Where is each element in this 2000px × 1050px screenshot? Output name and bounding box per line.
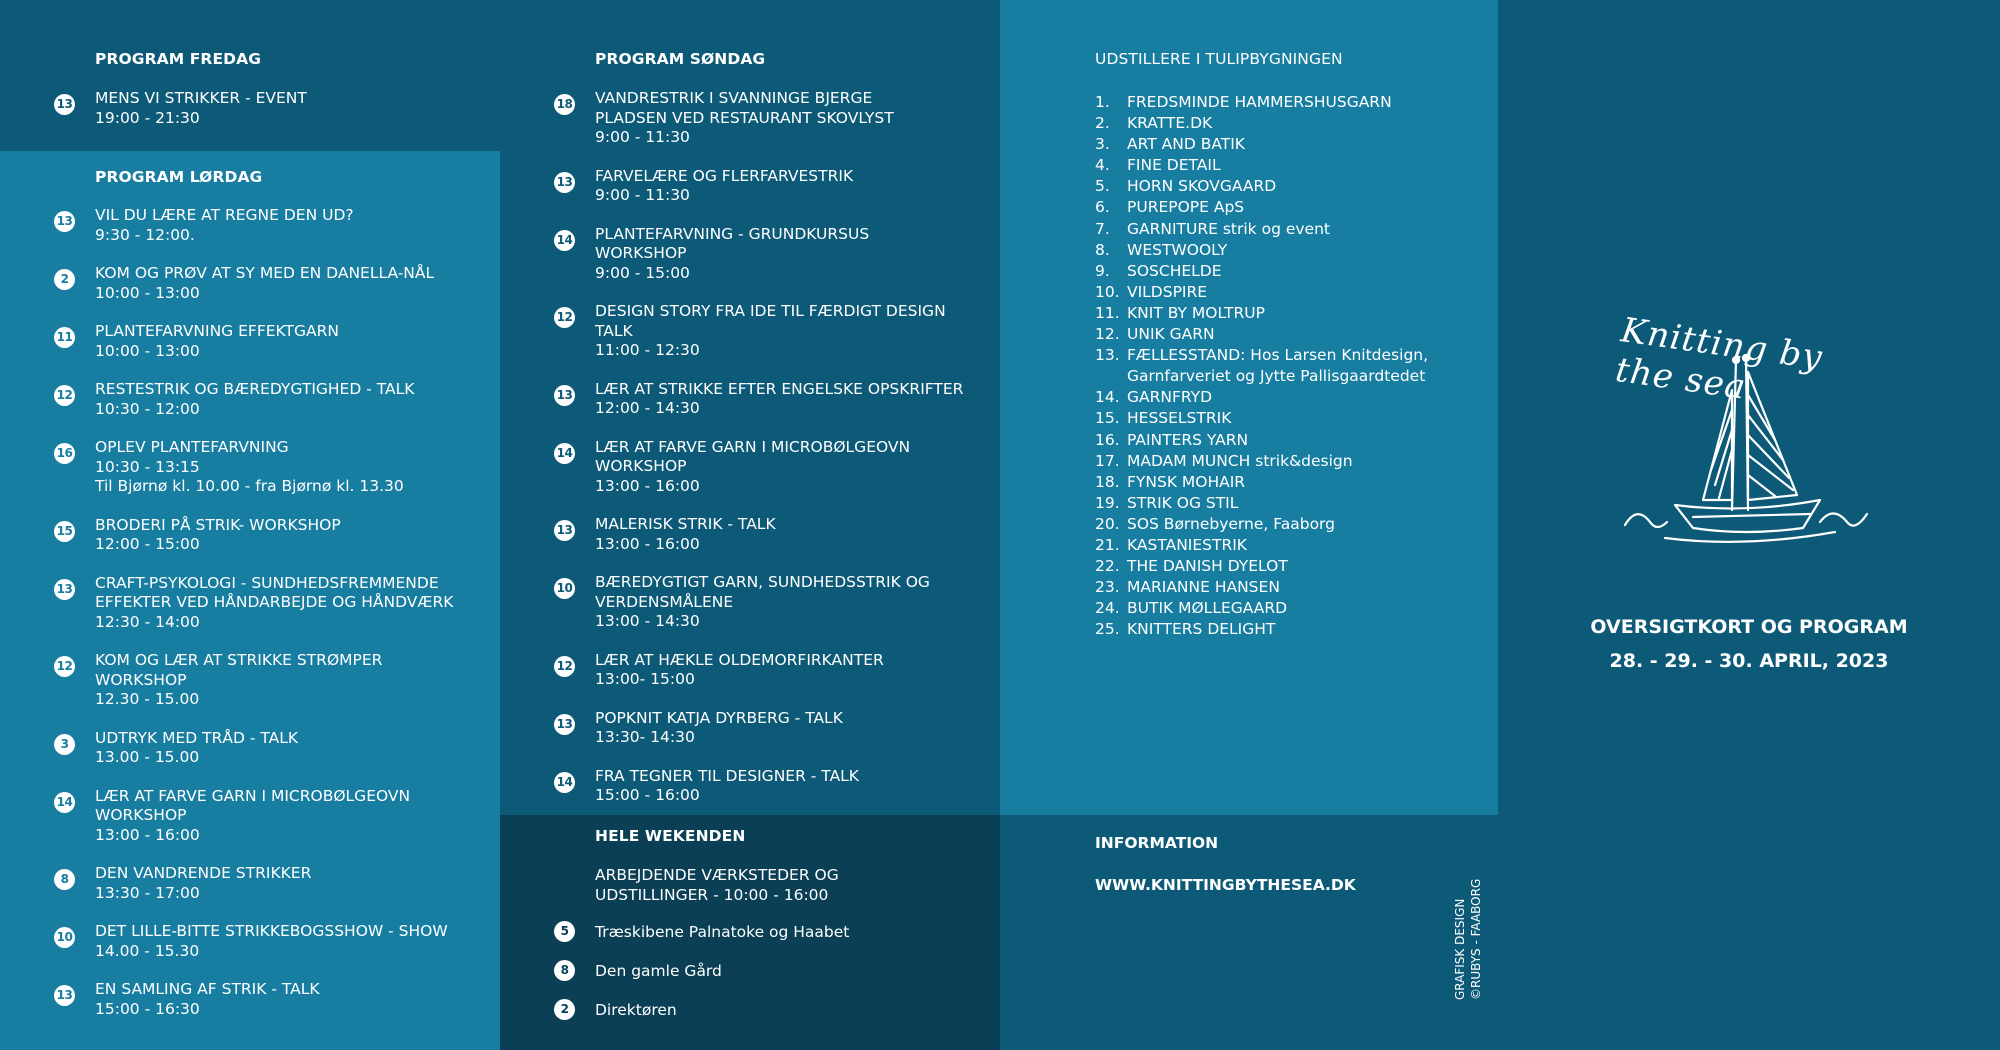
event-time: 10:00 - 13:00: [95, 341, 200, 360]
event-time: 12:30 - 14:00: [95, 612, 200, 631]
friday-panel: [0, 0, 500, 151]
location-badge: 8: [54, 869, 75, 890]
event-item: [95, 438, 485, 497]
event-time: 14.00 - 15.30: [95, 941, 200, 960]
event-time: 15:00 - 16:00: [595, 786, 700, 804]
exhibitor-number: 5.: [1095, 177, 1110, 196]
event-title: DEN VANDRENDE STRIKKER: [95, 864, 312, 882]
exhibitor-number: 23.: [1095, 578, 1120, 597]
exhibitor-item: [1095, 598, 1485, 619]
exhibitor-item: [1095, 493, 1485, 514]
exhibitor-number: 10.: [1095, 282, 1120, 301]
exhibitor-item: [1095, 219, 1485, 240]
event-item: [595, 89, 985, 148]
exhibitor-name: FÆLLESSTAND: Hos Larsen Knitdesign, Garnfarveriet og Jytte Pallisgaardtedet: [1127, 346, 1429, 386]
location-badge: 12: [554, 307, 575, 328]
sunday-panel: [500, 0, 1000, 815]
saturday-panel: [0, 151, 500, 1050]
sunday-heading: PROGRAM SØNDAG: [595, 50, 766, 68]
location-badge: 2: [54, 269, 75, 290]
event-title: KOM OG LÆR AT STRIKKE STRØMPER WORKSHOP: [95, 651, 383, 689]
exhibitor-number: 1.: [1095, 93, 1110, 111]
event-item: [95, 322, 485, 361]
exhibitor-name: FREDSMINDE HAMMERSHUSGARN: [1127, 93, 1392, 111]
event-item: [95, 89, 485, 128]
event-title: FARVELÆRE OG FLERFARVESTRIK: [595, 166, 854, 185]
event-time: 12:00 - 14:30: [595, 399, 700, 417]
event-time: 19:00 - 21:30: [95, 108, 200, 127]
exhibitor-item: [1095, 430, 1485, 451]
exhibitor-name: ART AND BATIK: [1127, 135, 1245, 154]
exhibitor-item: [1095, 240, 1485, 261]
exhibitor-item: [1095, 324, 1485, 345]
location-badge: 13: [554, 714, 575, 735]
location-badge: 13: [554, 520, 575, 541]
exhibitor-item: [1095, 472, 1485, 493]
exhibitor-name: MARIANNE HANSEN: [1127, 578, 1280, 597]
exhibitor-item: [1095, 303, 1485, 324]
event-time: 13.00 - 15.00: [95, 748, 200, 766]
event-item: [595, 225, 985, 284]
exhibitor-name: GARNFRYD: [1127, 388, 1213, 407]
exhibitor-name: MADAM MUNCH strik&design: [1127, 451, 1353, 470]
location-badge: 18: [554, 94, 575, 115]
event-time: 11:00 - 12:30: [595, 341, 700, 359]
weekend-panel: [500, 815, 1000, 1050]
location-badge: 10: [554, 578, 575, 599]
event-time: 9:00 - 15:00: [595, 263, 690, 282]
exhibitor-name: PUREPOPE ApS: [1127, 198, 1245, 217]
exhibitor-number: 12.: [1095, 325, 1120, 344]
event-item: [595, 709, 985, 748]
location-badge: 13: [554, 172, 575, 193]
event-item: [95, 922, 485, 961]
event-item: [595, 380, 985, 419]
event-title: OPLEV PLANTEFARVNING: [95, 438, 289, 456]
exhibitor-number: 7.: [1095, 219, 1110, 238]
credit-line: GRAFISK DESIGN: [1453, 898, 1467, 1000]
event-item: [95, 264, 485, 303]
information-heading: INFORMATION: [1095, 834, 1219, 852]
event-title: CRAFT-PSYKOLOGI - SUNDHEDSFREMMENDE EFFEKTER VED HÅNDARBEJDE OG HÅNDVÆRK: [95, 573, 454, 611]
event-title: LÆR AT HÆKLE OLDEMORFIRKANTER: [595, 650, 884, 669]
exhibitor-name: PAINTERS YARN: [1127, 430, 1249, 449]
event-note: Til Bjørnø kl. 10.00 - fra Bjørnø kl. 13.30: [95, 477, 404, 495]
location-badge: 8: [554, 960, 575, 981]
exhibitor-item: [1095, 387, 1485, 408]
event-title: MALERISK STRIK - TALK: [595, 515, 776, 533]
weekend-item: Træskibene Palnatoke og Haabet: [595, 923, 850, 941]
event-title: PLANTEFARVNING EFFEKTGARN: [95, 322, 339, 340]
event-title: BRODERI PÅ STRIK- WORKSHOP: [95, 515, 341, 534]
exhibitor-number: 17.: [1095, 451, 1120, 470]
event-title: BÆREDYGTIGT GARN, SUNDHEDSSTRIK OG VERDENSMÅLENE: [595, 573, 930, 611]
exhibitor-number: 21.: [1095, 535, 1120, 554]
location-badge: 13: [54, 579, 75, 600]
location-badge: 2: [554, 999, 575, 1020]
exhibitor-item: [1095, 514, 1485, 535]
event-title: LÆR AT FARVE GARN I MICROBØLGEOVN WORKSHOP: [95, 786, 411, 824]
event-time: 13:00 - 16:00: [595, 476, 700, 495]
design-credit: [1452, 800, 1484, 1000]
event-item: [595, 515, 985, 554]
event-time: 13:30 - 17:00: [95, 883, 200, 902]
event-item: [595, 651, 985, 690]
website-link[interactable]: WWW.KNITTINGBYTHESEA.DK: [1095, 876, 1356, 894]
event-title: POPKNIT KATJA DYRBERG - TALK: [595, 708, 843, 727]
exhibitor-item: [1095, 261, 1485, 282]
location-badge: 12: [54, 656, 75, 677]
exhibitor-item: [1095, 176, 1485, 197]
exhibitor-item: [1095, 408, 1485, 429]
event-item: [95, 206, 485, 245]
location-badge: 14: [554, 772, 575, 793]
weekend-heading: HELE WEKENDEN: [595, 827, 746, 845]
location-badge: 13: [54, 985, 75, 1006]
event-item: [595, 438, 985, 497]
exhibitor-name: WESTWOOLY: [1127, 240, 1228, 259]
event-time: 9:00 - 11:30: [595, 186, 690, 204]
exhibitor-number: 9.: [1095, 261, 1110, 280]
event-time: 13:00 - 16:00: [595, 534, 700, 553]
exhibitor-number: 4.: [1095, 156, 1110, 175]
event-item: [95, 864, 485, 903]
event-title: FRA TEGNER TIL DESIGNER - TALK: [595, 766, 859, 785]
event-item: [595, 302, 985, 361]
exhibitor-name: GARNITURE strik og event: [1127, 219, 1330, 238]
exhibitor-number: 20.: [1095, 514, 1120, 533]
location-badge: 14: [554, 230, 575, 251]
exhibitor-name: THE DANISH DYELOT: [1127, 557, 1288, 576]
exhibitor-name: STRIK OG STIL: [1127, 493, 1239, 512]
location-badge: 13: [54, 94, 75, 115]
exhibitor-item: [1095, 619, 1485, 640]
exhibitor-number: 16.: [1095, 430, 1120, 449]
exhibitor-name: BUTIK MØLLEGAARD: [1127, 599, 1288, 618]
event-title: LÆR AT STRIKKE EFTER ENGELSKE OPSKRIFTER: [595, 379, 964, 398]
event-time: 10:00 - 13:00: [95, 283, 200, 302]
exhibitor-name: KNITTERS DELIGHT: [1127, 620, 1276, 639]
information-panel: [1000, 815, 1498, 1050]
exhibitor-name: VILDSPIRE: [1127, 282, 1208, 301]
exhibitor-number: 2.: [1095, 114, 1110, 133]
location-badge: 15: [54, 521, 75, 542]
event-item: [95, 980, 485, 1019]
exhibitor-number: 13.: [1095, 346, 1120, 365]
exhibitor-name: SOS Børnebyerne, Faaborg: [1127, 514, 1335, 533]
exhibitor-item: [1095, 556, 1485, 577]
exhibitor-number: 22.: [1095, 557, 1120, 576]
event-title: EN SAMLING AF STRIK - TALK: [95, 980, 320, 998]
exhibitor-number: 3.: [1095, 135, 1110, 154]
location-badge: 5: [554, 921, 575, 942]
location-badge: 13: [54, 211, 75, 232]
event-title: UDTRYK MED TRÅD - TALK: [95, 728, 299, 747]
exhibitor-number: 18.: [1095, 472, 1120, 491]
event-title: KOM OG PRØV AT SY MED EN DANELLA-NÅL: [95, 264, 435, 282]
event-item: [95, 380, 485, 419]
event-title: RESTESTRIK OG BÆREDYGTIGHED - TALK: [95, 380, 415, 398]
exhibitor-number: 6.: [1095, 198, 1110, 217]
event-item: [595, 573, 985, 632]
event-time: 10:30 - 12:00: [95, 399, 200, 418]
credit-line: ©RUBYS - FAABORG: [1469, 878, 1483, 1000]
event-time: 13:00 - 16:00: [95, 825, 200, 844]
cover-title: OVERSIGTKORT OG PROGRAM: [1590, 616, 1908, 638]
exhibitors-heading: UDSTILLERE I TULIPBYGNINGEN: [1095, 50, 1343, 68]
event-item: [95, 574, 485, 633]
event-item: [595, 167, 985, 206]
logo-wordmark: Knitting by the sea: [1613, 310, 1826, 408]
event-time: 12:00 - 15:00: [95, 535, 200, 553]
location-badge: 12: [54, 385, 75, 406]
exhibitor-name: SOSCHELDE: [1127, 261, 1222, 280]
exhibitor-item: [1095, 451, 1485, 472]
exhibitor-name: KASTANIESTRIK: [1127, 535, 1247, 554]
event-time: 10:30 - 13:15: [95, 457, 200, 476]
event-item: [95, 787, 485, 846]
event-time: 12.30 - 15.00: [95, 690, 200, 708]
saturday-heading: PROGRAM LØRDAG: [95, 168, 263, 186]
event-time: 15:00 - 16:30: [95, 999, 200, 1018]
exhibitor-item: [1095, 197, 1485, 218]
location-badge: 14: [54, 792, 75, 813]
exhibitor-number: 14.: [1095, 388, 1120, 407]
cover-dates: 28. - 29. - 30. APRIL, 2023: [1609, 650, 1889, 672]
event-title: VIL DU LÆRE AT REGNE DEN UD?: [95, 206, 354, 224]
exhibitor-item: [1095, 345, 1485, 387]
event-item: [95, 516, 485, 555]
exhibitor-name: KRATTE.DK: [1127, 114, 1213, 133]
weekend-intro-text: ARBEJDENDE VÆRKSTEDER OG UDSTILLINGER - 10:00 - 16:00: [595, 866, 839, 904]
event-title: PLANTEFARVNING - GRUNDKURSUS WORKSHOP: [595, 224, 870, 262]
exhibitor-number: 15.: [1095, 409, 1120, 428]
exhibitor-item: [1095, 92, 1485, 113]
location-badge: 13: [554, 385, 575, 406]
exhibitor-number: 19.: [1095, 493, 1120, 512]
event-item: [95, 651, 485, 710]
exhibitor-name: KNIT BY MOLTRUP: [1127, 303, 1265, 322]
exhibitor-number: 11.: [1095, 303, 1120, 322]
exhibitor-item: [1095, 134, 1485, 155]
event-item: [595, 767, 985, 806]
location-badge: 11: [54, 327, 75, 348]
exhibitor-name: FINE DETAIL: [1127, 156, 1221, 175]
exhibitor-item: [1095, 282, 1485, 303]
event-title: MENS VI STRIKKER - EVENT: [95, 89, 307, 107]
exhibitors-panel: [1000, 0, 1498, 815]
friday-heading: PROGRAM FREDAG: [95, 50, 262, 68]
location-badge: 16: [54, 443, 75, 464]
event-time: 13:00- 15:00: [595, 670, 695, 688]
exhibitor-name: UNIK GARN: [1127, 325, 1215, 344]
exhibitor-name: HORN SKOVGAARD: [1127, 177, 1277, 196]
location-badge: 12: [554, 656, 575, 677]
exhibitor-item: [1095, 155, 1485, 176]
event-title: DESIGN STORY FRA IDE TIL FÆRDIGT DESIGN TALK: [595, 302, 946, 340]
weekend-intro: [595, 866, 985, 905]
location-badge: 10: [54, 927, 75, 948]
event-item: [95, 729, 485, 768]
event-time: 13:00 - 14:30: [595, 612, 700, 630]
exhibitor-list: [1095, 92, 1485, 640]
location-badge: 14: [554, 443, 575, 464]
event-title: LÆR AT FARVE GARN I MICROBØLGEOVN WORKSHOP: [595, 437, 911, 475]
event-title: VANDRESTRIK I SVANNINGE BJERGE PLADSEN VED RESTAURANT SKOVLYST: [595, 89, 894, 127]
event-time: 9:30 - 12:00.: [95, 225, 195, 244]
event-title: DET LILLE-BITTE STRIKKEBOGSSHOW - SHOW: [95, 922, 448, 940]
exhibitor-number: 25.: [1095, 620, 1120, 639]
exhibitor-name: FYNSK MOHAIR: [1127, 472, 1246, 491]
exhibitor-item: [1095, 113, 1485, 134]
weekend-item: Den gamle Gård: [595, 962, 722, 980]
exhibitor-number: 24.: [1095, 599, 1120, 618]
exhibitor-number: 8.: [1095, 240, 1110, 259]
exhibitor-item: [1095, 535, 1485, 556]
exhibitor-name: HESSELSTRIK: [1127, 409, 1232, 428]
weekend-item: Direktøren: [595, 1001, 677, 1019]
location-badge: 3: [54, 734, 75, 755]
event-time: 13:30- 14:30: [595, 728, 695, 746]
event-time: 9:00 - 11:30: [595, 128, 690, 146]
exhibitor-item: [1095, 577, 1485, 598]
